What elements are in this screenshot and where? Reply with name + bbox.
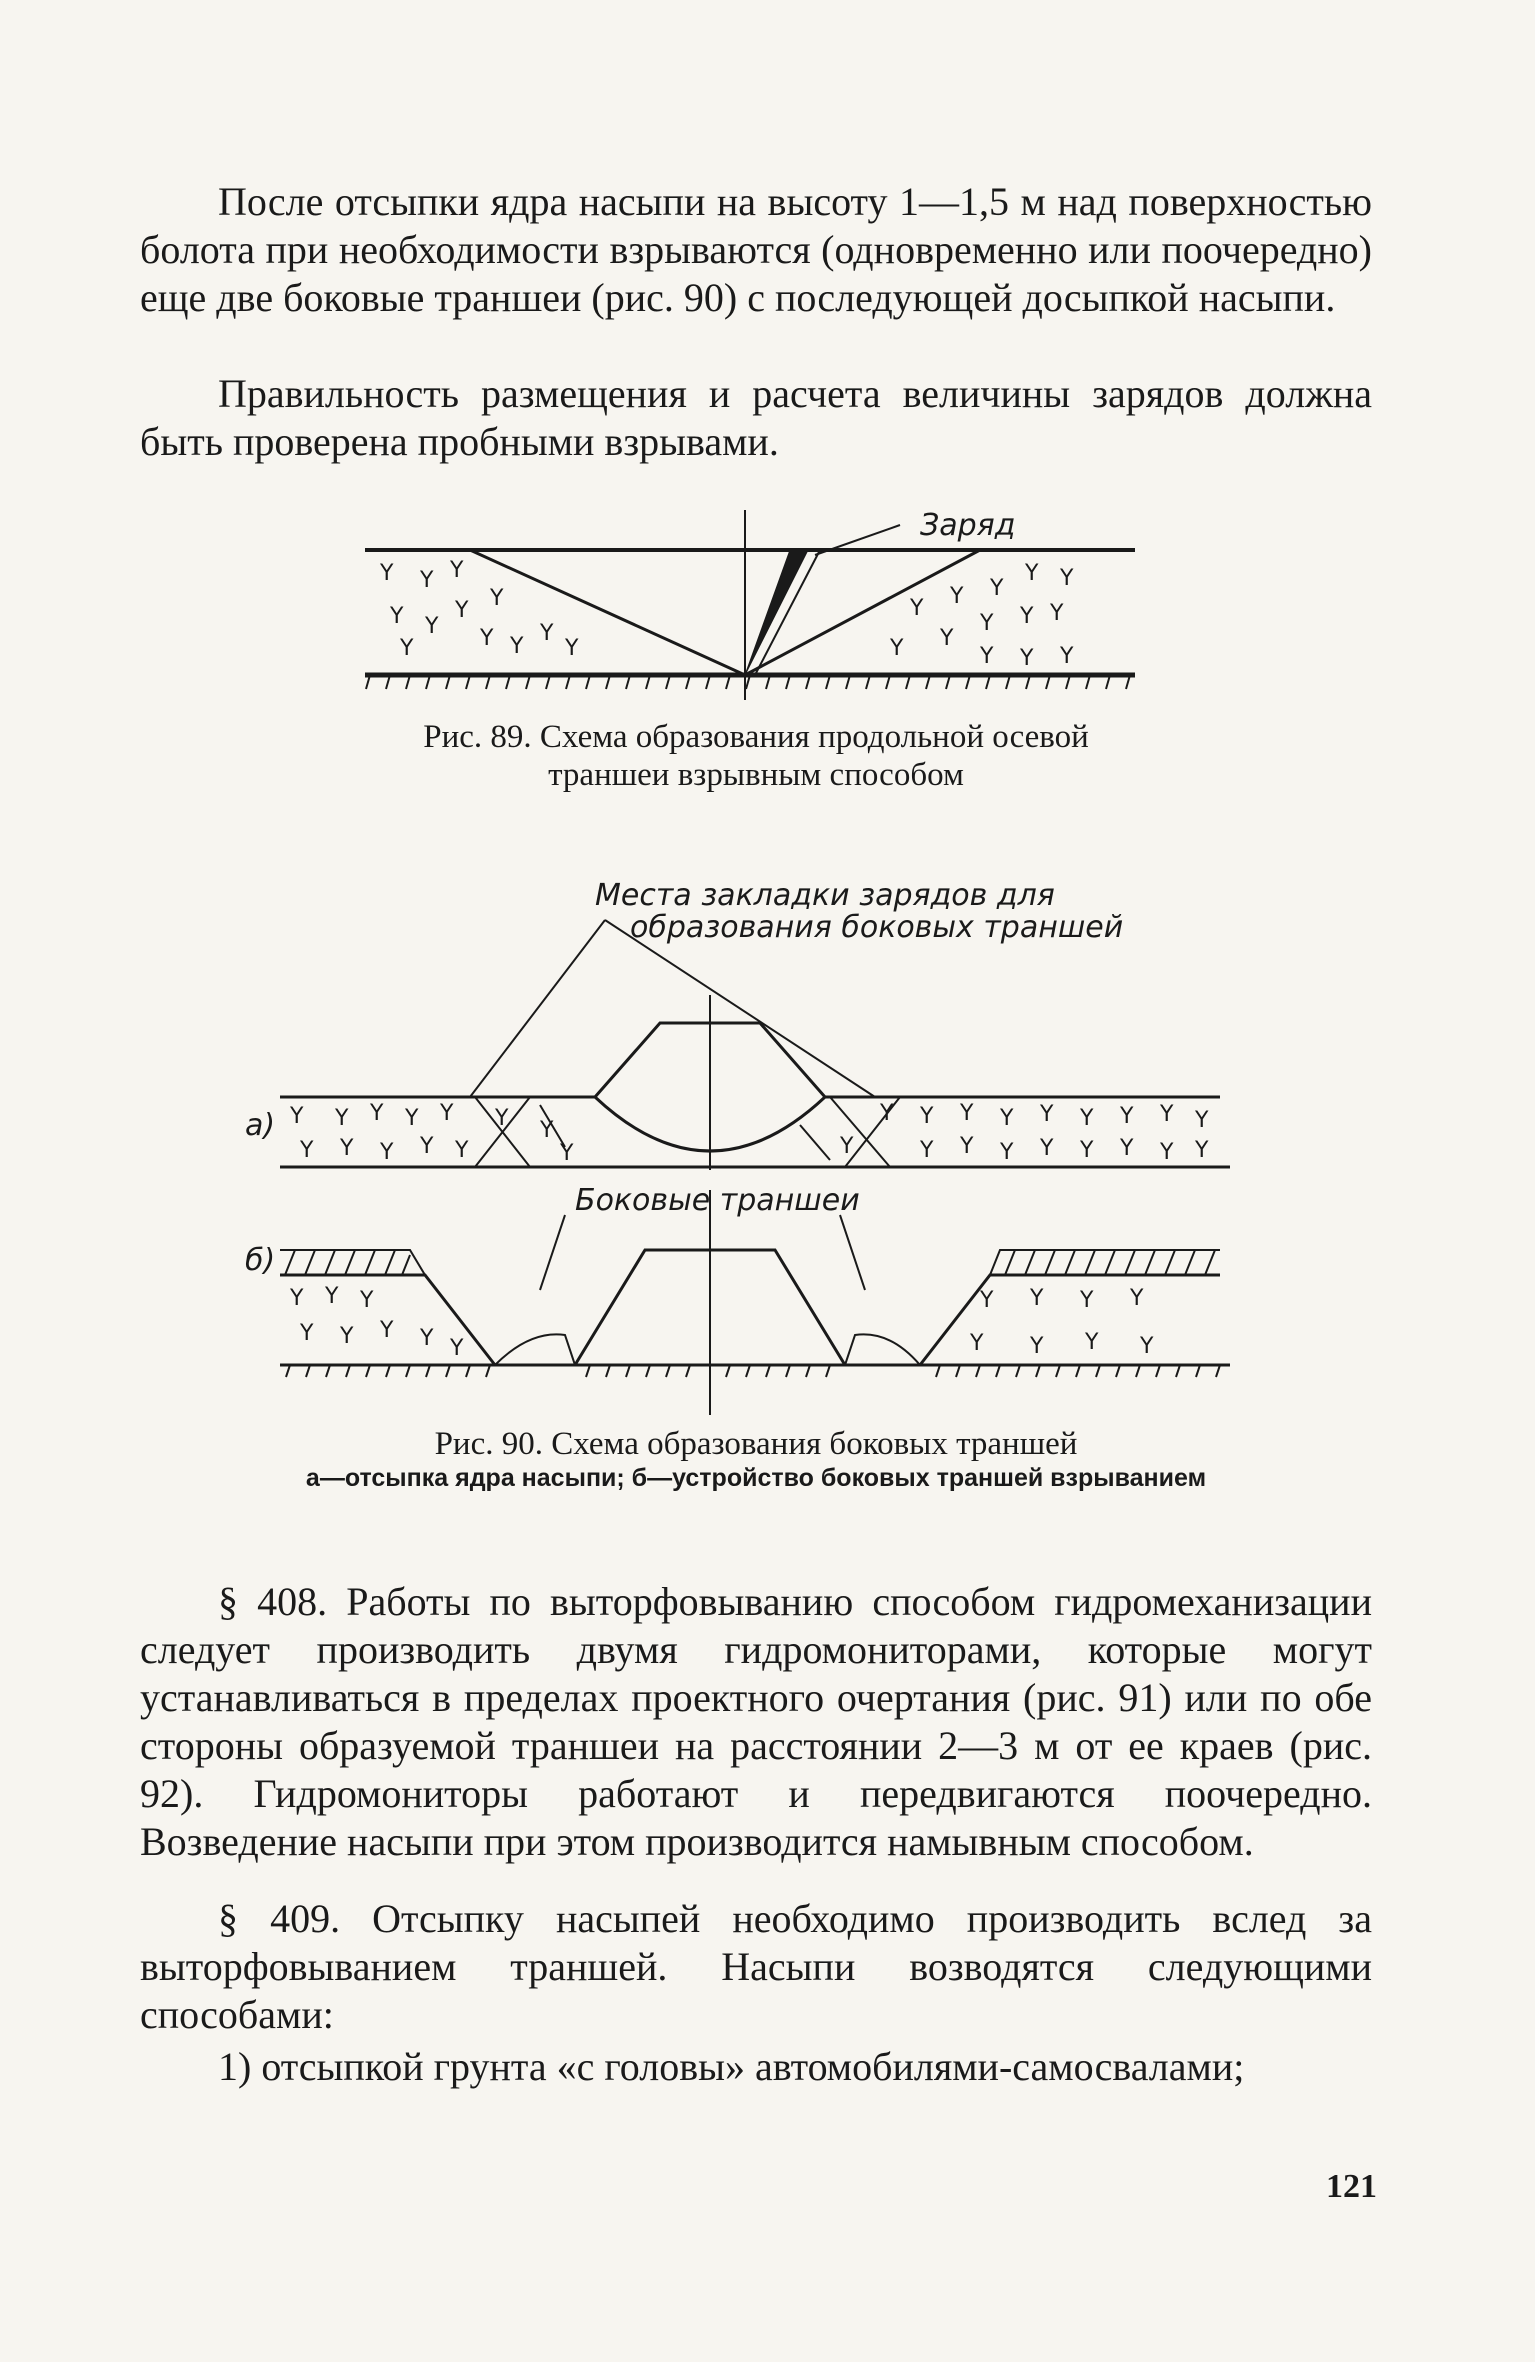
svg-text:Y: Y	[420, 568, 434, 593]
svg-text:Y: Y	[380, 1318, 394, 1343]
svg-text:Y: Y	[340, 1136, 354, 1161]
marsh-symbols-90	[289, 1101, 1209, 1361]
svg-text:Y: Y	[450, 1336, 464, 1361]
svg-text:Y: Y	[1060, 566, 1074, 591]
svg-text:Y: Y	[455, 598, 469, 623]
figure-89-caption-line1: Рис. 89. Схема образования продольной осевой	[423, 719, 1089, 755]
svg-text:Y: Y	[360, 1288, 374, 1313]
leader-b-left	[540, 1215, 565, 1290]
figure-90-diagram	[240, 875, 1260, 1415]
svg-text:Y: Y	[420, 1134, 434, 1159]
svg-text:Y: Y	[560, 1141, 574, 1166]
svg-text:Y: Y	[450, 558, 464, 583]
svg-text:Y: Y	[980, 611, 994, 636]
svg-text:Y: Y	[480, 626, 494, 651]
label-b: б)	[245, 1243, 276, 1278]
svg-text:Y: Y	[1030, 1334, 1044, 1359]
svg-text:Y: Y	[1000, 1140, 1014, 1165]
svg-text:Y: Y	[390, 604, 404, 629]
svg-text:Y: Y	[920, 1104, 934, 1129]
figure-89-caption	[140, 718, 1372, 794]
label-side-trenches: Боковые траншеи	[575, 1183, 860, 1218]
svg-text:Y: Y	[335, 1106, 349, 1131]
paragraph-1: После отсыпки ядра насыпи на высоту 1—1,5 м над поверхностью болота при необходимости взрываются (одновременно или поочередно) еще две боковые траншеи (рис. 90) с последующей досыпкой насыпи.	[140, 179, 1372, 320]
svg-text:Y: Y	[1080, 1106, 1094, 1131]
svg-text:Y: Y	[1040, 1136, 1054, 1161]
svg-text:Y: Y	[980, 1288, 994, 1313]
paragraph-2: Правильность размещения и расчета величины зарядов должна быть проверена пробными взрывами.	[140, 371, 1372, 464]
page-number: 121	[1326, 2168, 1377, 2205]
svg-text:Y: Y	[960, 1134, 974, 1159]
svg-text:Y: Y	[1020, 604, 1034, 629]
svg-text:Y: Y	[1120, 1104, 1134, 1129]
label-a: а)	[245, 1108, 276, 1143]
hatch-right-top	[1005, 1250, 1215, 1275]
trench-right-slope	[745, 550, 980, 675]
svg-text:Y: Y	[565, 636, 579, 661]
figure-89-caption-line2: траншеи взрывным способом	[548, 757, 964, 793]
bottom-b-hatching	[286, 1365, 1220, 1377]
paragraph-3: § 408. Работы по выторфовыванию способом гидромеханизации следует производить двумя гидромониторами, которые могут устанавливаться в пределах проектного очертания (рис. 91) или по обе стороны образуемой траншеи на расстоянии 2—3 м от ее краев (рис. 92). Гидромониторы работают и передвигаются поочередно. Возведение насыпи при этом производится намывным способом.	[140, 1579, 1372, 1864]
leader-left	[470, 920, 605, 1097]
svg-text:Y: Y	[880, 1101, 894, 1126]
svg-text:Y: Y	[325, 1284, 339, 1309]
svg-text:Y: Y	[950, 584, 964, 609]
charge-wedge	[745, 550, 808, 675]
figure-89-diagram	[360, 505, 1140, 705]
svg-text:Y: Y	[1160, 1102, 1174, 1127]
svg-text:Y: Y	[1140, 1334, 1154, 1359]
svg-text:Y: Y	[960, 1101, 974, 1126]
svg-text:Y: Y	[340, 1324, 354, 1349]
svg-text:Y: Y	[1120, 1136, 1134, 1161]
svg-text:Y: Y	[940, 626, 954, 651]
svg-text:Y: Y	[1160, 1140, 1174, 1165]
leader-right	[605, 920, 875, 1097]
svg-text:Y: Y	[1080, 1138, 1094, 1163]
svg-text:Y: Y	[1050, 601, 1064, 626]
svg-text:Y: Y	[1130, 1286, 1144, 1311]
svg-text:Y: Y	[370, 1101, 384, 1126]
svg-text:Y: Y	[1025, 561, 1039, 586]
svg-text:Y: Y	[970, 1331, 984, 1356]
svg-text:Y: Y	[1040, 1102, 1054, 1127]
svg-text:Y: Y	[440, 1101, 454, 1126]
svg-text:Y: Y	[510, 634, 524, 659]
svg-text:Y: Y	[300, 1321, 314, 1346]
svg-text:Y: Y	[1085, 1330, 1099, 1355]
svg-text:Y: Y	[490, 586, 504, 611]
svg-text:Y: Y	[910, 596, 924, 621]
svg-text:Y: Y	[1030, 1286, 1044, 1311]
svg-text:Y: Y	[1000, 1106, 1014, 1131]
svg-text:Y: Y	[290, 1286, 304, 1311]
peat-right-b	[920, 1275, 1220, 1365]
svg-text:Y: Y	[840, 1134, 854, 1159]
paragraph-4: § 409. Отсыпку насыпей необходимо производить вслед за выторфовыванием траншей. Насыпи возводятся следующими способами:	[140, 1896, 1372, 2037]
hatch-left-top	[285, 1250, 410, 1275]
label-places-line1: Места закладки зарядов для	[595, 878, 1055, 913]
spoil-right	[845, 1334, 920, 1365]
svg-text:Y: Y	[1060, 644, 1074, 669]
svg-text:Y: Y	[495, 1106, 509, 1131]
svg-text:Y: Y	[405, 1106, 419, 1131]
svg-text:Y: Y	[1020, 646, 1034, 671]
svg-text:Y: Y	[420, 1326, 434, 1351]
svg-text:Y: Y	[1195, 1108, 1209, 1133]
figure-90-caption	[140, 1425, 1372, 1493]
svg-text:Y: Y	[920, 1138, 934, 1163]
svg-text:Y: Y	[425, 614, 439, 639]
svg-text:Y: Y	[990, 576, 1004, 601]
svg-text:Y: Y	[380, 561, 394, 586]
paragraph-5: 1) отсыпкой грунта «с головы» автомобилями-самосвалами;	[218, 2044, 1245, 2089]
label-charge: Заряд	[920, 508, 1016, 543]
svg-text:Y: Y	[890, 636, 904, 661]
figure-90-caption-line1: Рис. 90. Схема образования боковых траншей	[434, 1426, 1078, 1462]
spoil-left	[495, 1334, 575, 1365]
svg-text:Y: Y	[980, 644, 994, 669]
svg-text:Y: Y	[455, 1138, 469, 1163]
leader-b-right	[840, 1215, 865, 1290]
svg-text:Y: Y	[1080, 1288, 1094, 1313]
marsh-symbols	[379, 558, 1074, 671]
svg-text:Y: Y	[290, 1104, 304, 1129]
figure-90-caption-line2: а—отсыпка ядра насыпи; б—устройство боковых траншей взрыванием	[305, 1464, 1207, 1492]
svg-text:Y: Y	[540, 621, 554, 646]
svg-text:Y: Y	[300, 1138, 314, 1163]
svg-text:Y: Y	[1195, 1138, 1209, 1163]
svg-text:Y: Y	[380, 1140, 394, 1165]
label-places-line2: образования боковых траншей	[630, 910, 1124, 945]
svg-text:Y: Y	[540, 1118, 554, 1143]
svg-text:Y: Y	[400, 636, 414, 661]
